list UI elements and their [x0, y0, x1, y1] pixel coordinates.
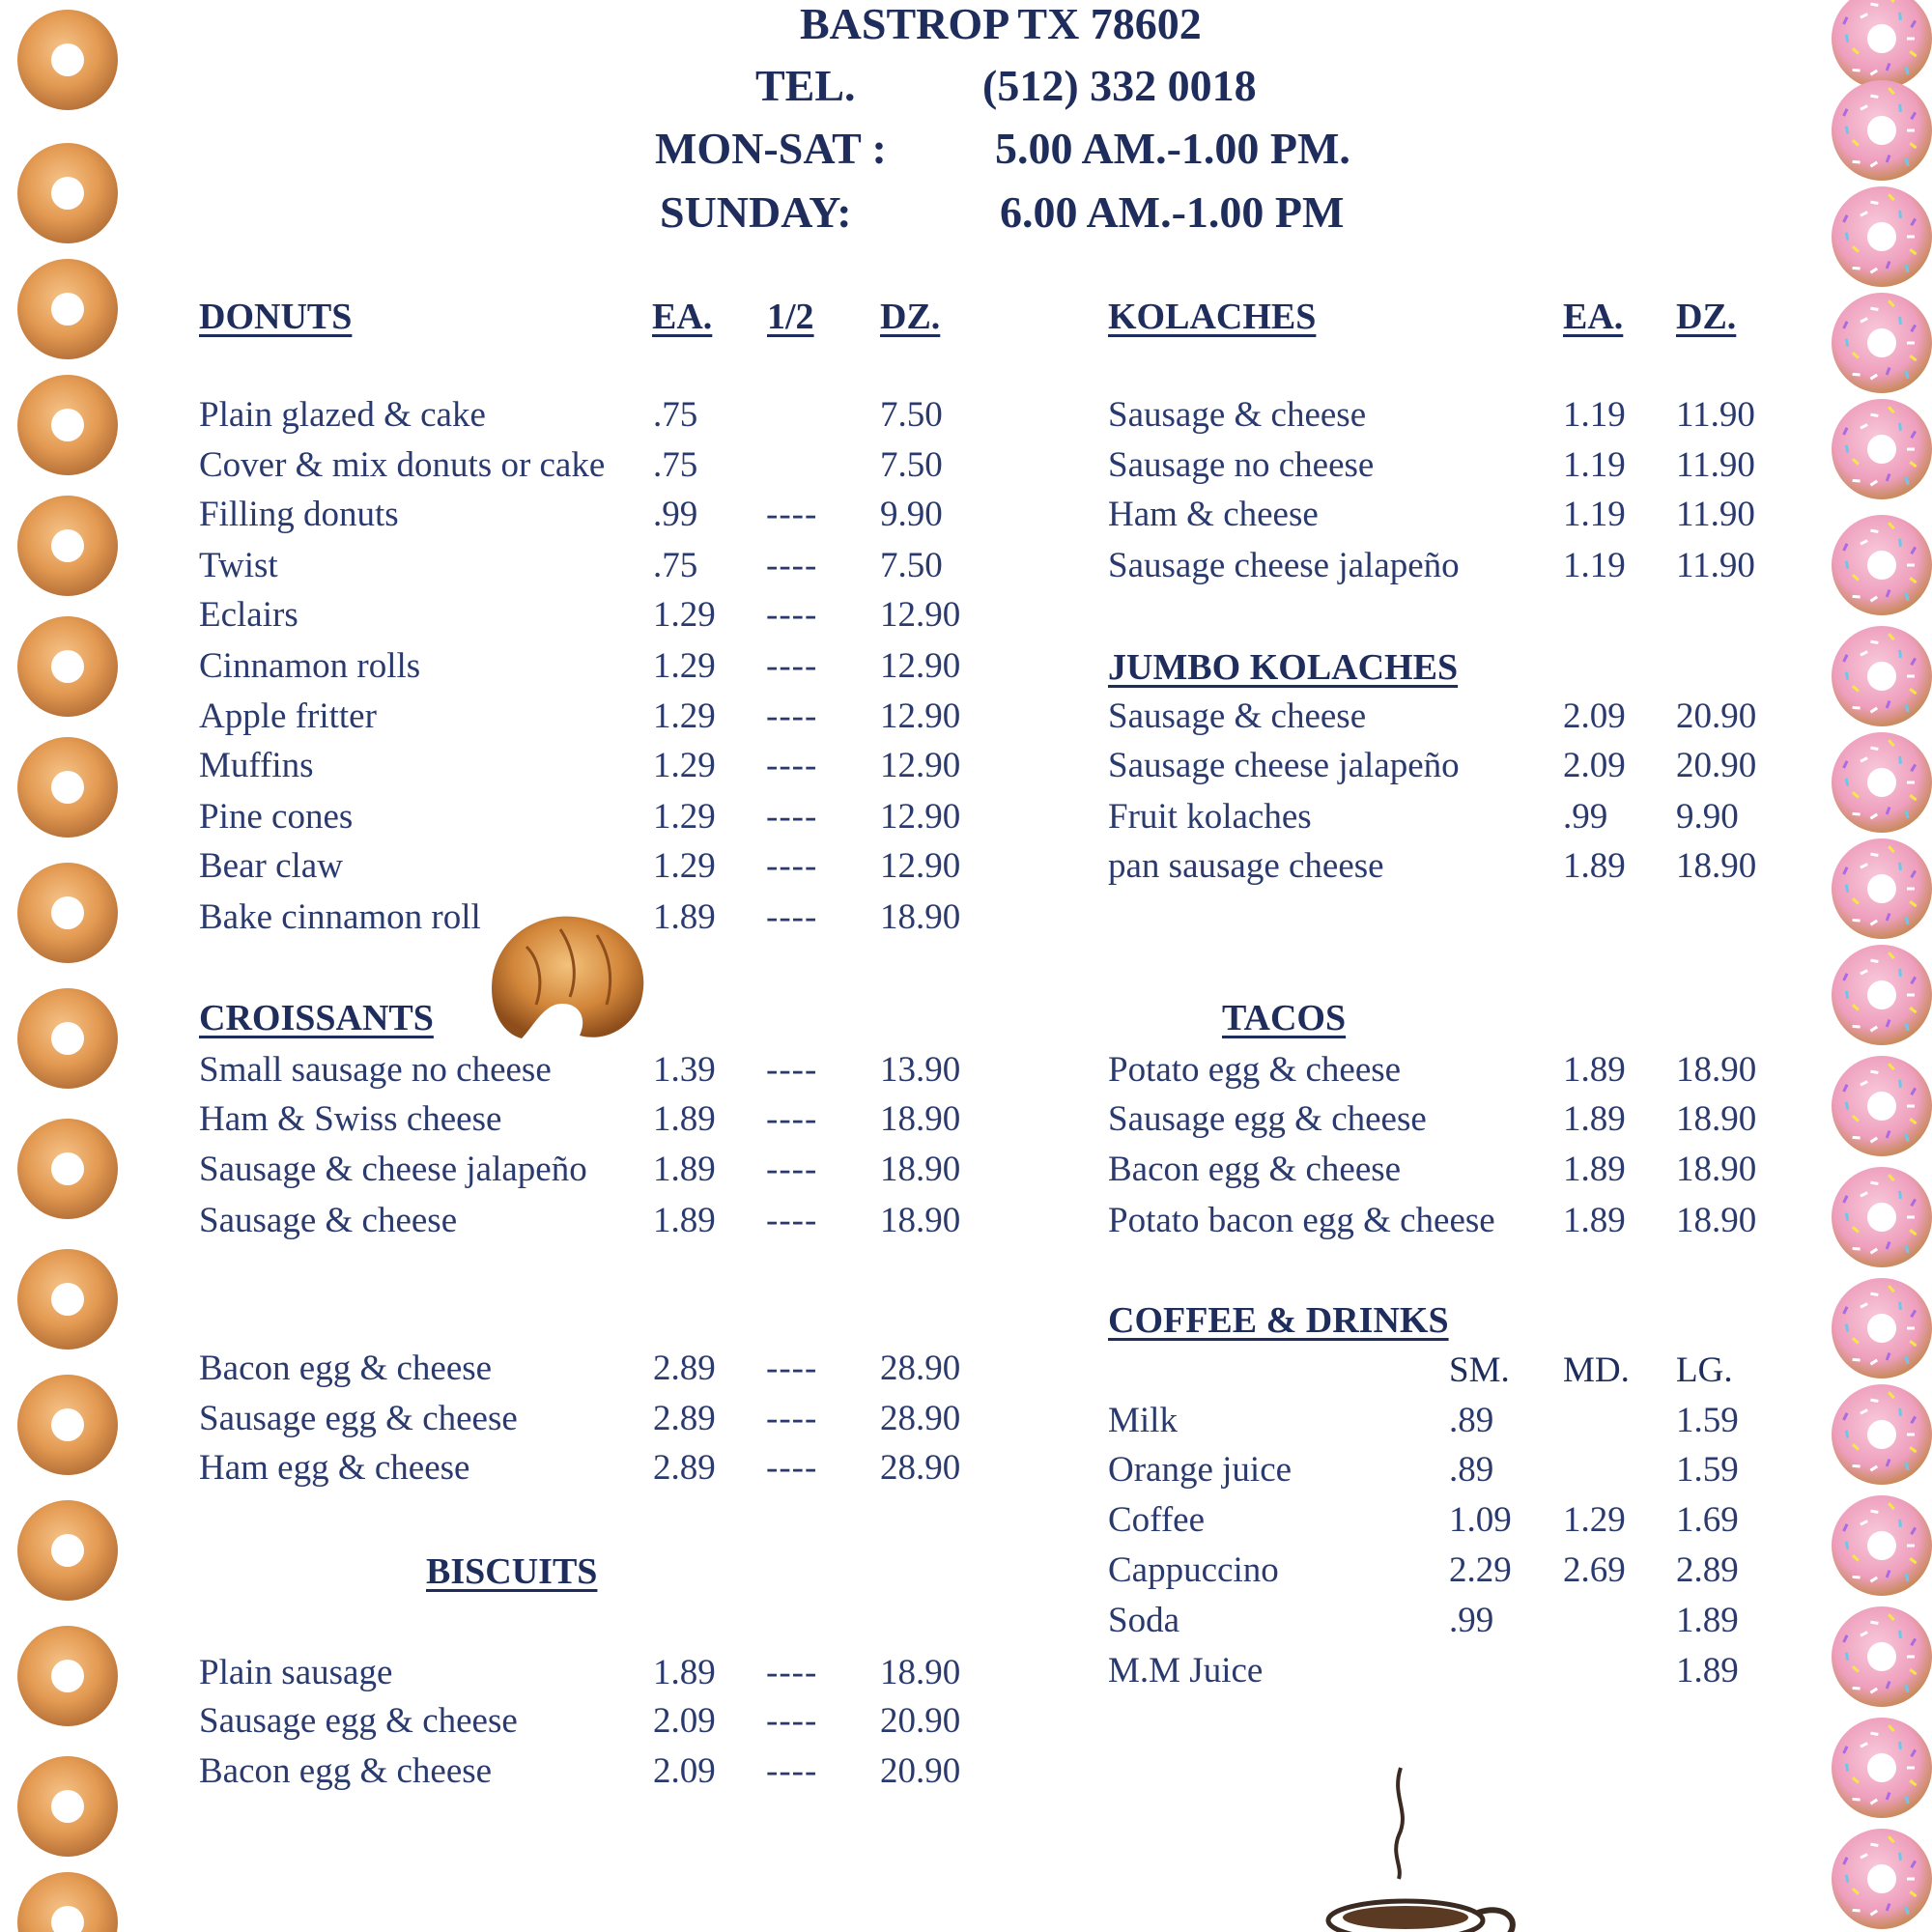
drinks-item-name: M.M Juice: [1108, 1651, 1264, 1690]
donuts-item-each-price: 1.29: [653, 746, 716, 785]
pink-donut-icon: [1832, 945, 1932, 1045]
drinks-item-small-price: .99: [1449, 1601, 1494, 1640]
croissants-egg-item-name: Bacon egg & cheese: [199, 1349, 493, 1388]
sunday-label: SUNDAY:: [660, 187, 852, 237]
kolaches-col-each: EA.: [1563, 297, 1624, 337]
donuts-item-dozen-price: 12.90: [880, 797, 961, 837]
kolaches-item-name: Sausage no cheese: [1108, 445, 1375, 485]
donuts-item-name: Cinnamon rolls: [199, 646, 421, 686]
croissants-egg-item-half-price: ----: [766, 1448, 818, 1488]
croissants-egg-item-half-price: ----: [766, 1349, 818, 1388]
drinks-col-medium: MD.: [1563, 1350, 1630, 1390]
kolaches-item-dozen-price: 11.90: [1676, 395, 1755, 435]
jumbo-kolaches-row: [0, 696, 1932, 740]
donuts-item-half-price: ----: [766, 495, 818, 534]
header-address-line: [0, 0, 1932, 56]
tacos-row: [0, 1049, 1932, 1094]
donuts-row: [0, 594, 1932, 639]
donuts-title: DONUTS: [199, 297, 353, 337]
croissants-item-each-price: 1.89: [653, 1150, 716, 1189]
kolaches-item-each-price: 1.19: [1563, 395, 1626, 435]
jumbo-kolaches-item-name: Fruit kolaches: [1108, 797, 1312, 837]
donuts-item-each-price: .75: [653, 445, 698, 485]
weekday-hours: 5.00 AM.-1.00 PM.: [995, 124, 1350, 173]
phone-label: TEL.: [755, 61, 856, 110]
biscuits-item-each-price: 2.09: [653, 1701, 716, 1741]
biscuits-item-each-price: 2.09: [653, 1751, 716, 1791]
header-phone-line: [0, 60, 1932, 118]
donuts-item-each-price: 1.29: [653, 595, 716, 635]
donuts-item-name: Filling donuts: [199, 495, 399, 534]
donuts-item-each-price: 1.89: [653, 897, 716, 937]
croissants-item-each-price: 1.89: [653, 1099, 716, 1139]
donuts-item-dozen-price: 12.90: [880, 846, 961, 886]
donuts-item-half-price: ----: [766, 897, 818, 937]
donuts-item-dozen-price: 18.90: [880, 897, 961, 937]
donuts-item-name: Cover & mix donuts or cake: [199, 445, 606, 485]
drinks-item-name: Milk: [1108, 1401, 1178, 1440]
tacos-item-each-price: 1.89: [1563, 1201, 1626, 1240]
biscuits-item-dozen-price: 18.90: [880, 1653, 961, 1692]
jumbo-kolaches-item-dozen-price: 9.90: [1676, 797, 1739, 837]
donuts-item-dozen-price: 7.50: [880, 395, 943, 435]
kolaches-item-name: Sausage cheese jalapeño: [1108, 546, 1460, 585]
jumbo-kolaches-item-name: pan sausage cheese: [1108, 846, 1384, 886]
croissants-item-dozen-price: 18.90: [880, 1099, 961, 1139]
croissants-item-name: Ham & Swiss cheese: [199, 1099, 502, 1139]
jumbo-kolaches-title: JUMBO KOLACHES: [1108, 647, 1459, 688]
drinks-item-large-price: 1.89: [1676, 1651, 1739, 1690]
drinks-item-large-price: 1.59: [1676, 1401, 1739, 1440]
tacos-item-name: Potato egg & cheese: [1108, 1050, 1402, 1090]
donuts-item-name: Eclairs: [199, 595, 298, 635]
tacos-item-dozen-price: 18.90: [1676, 1150, 1757, 1189]
croissants-item-name: Small sausage no cheese: [199, 1050, 552, 1090]
donuts-col-dozen: DZ.: [880, 297, 941, 337]
donuts-item-each-price: 1.29: [653, 797, 716, 837]
croissants-item-half-price: ----: [766, 1050, 818, 1090]
jumbo-kolaches-item-name: Sausage & cheese: [1108, 696, 1367, 736]
drinks-row: [0, 1549, 1932, 1594]
croissants-title: CROISSANTS: [199, 998, 434, 1038]
drinks-item-name: Orange juice: [1108, 1450, 1293, 1490]
biscuits-item-name: Bacon egg & cheese: [199, 1751, 493, 1791]
donuts-item-half-price: ----: [766, 696, 818, 736]
jumbo-kolaches-item-dozen-price: 20.90: [1676, 696, 1757, 736]
croissants-egg-row: [0, 1348, 1932, 1392]
jumbo-kolaches-row: [0, 796, 1932, 840]
kolaches-item-each-price: 1.19: [1563, 546, 1626, 585]
pink-donut-icon: [1832, 293, 1932, 393]
donuts-item-half-price: ----: [766, 646, 818, 686]
donuts-item-half-price: ----: [766, 746, 818, 785]
kolaches-item-each-price: 1.19: [1563, 445, 1626, 485]
drinks-row: [0, 1400, 1932, 1444]
kolaches-item-each-price: 1.19: [1563, 495, 1626, 534]
shop-address: BASTROP TX 78602: [800, 0, 1202, 48]
croissants-item-half-price: ----: [766, 1201, 818, 1240]
tacos-item-each-price: 1.89: [1563, 1050, 1626, 1090]
kolaches-row: [0, 394, 1932, 439]
donuts-item-name: Apple fritter: [199, 696, 377, 736]
ring-donut-icon: [17, 1872, 118, 1932]
phone-number: (512) 332 0018: [982, 61, 1257, 110]
donuts-item-half-price: ----: [766, 846, 818, 886]
kolaches-col-dozen: DZ.: [1676, 297, 1737, 337]
croissants-egg-item-dozen-price: 28.90: [880, 1448, 961, 1488]
croissants-egg-item-each-price: 2.89: [653, 1448, 716, 1488]
croissants-egg-item-each-price: 2.89: [653, 1399, 716, 1438]
pink-donut-icon: [1832, 1829, 1932, 1929]
biscuits-item-each-price: 1.89: [653, 1653, 716, 1692]
header-sunday-hours: [0, 186, 1932, 244]
croissants-item-each-price: 1.39: [653, 1050, 716, 1090]
donuts-item-dozen-price: 9.90: [880, 495, 943, 534]
donuts-item-name: Muffins: [199, 746, 314, 785]
drinks-row: [0, 1600, 1932, 1644]
kolaches-title: KOLACHES: [1108, 297, 1317, 337]
donuts-item-each-price: .75: [653, 395, 698, 435]
header-weekday-hours: [0, 123, 1932, 181]
jumbo-kolaches-item-each-price: 2.09: [1563, 696, 1626, 736]
drinks-row: [0, 1499, 1932, 1544]
tacos-row: [0, 1149, 1932, 1193]
croissants-egg-item-dozen-price: 28.90: [880, 1399, 961, 1438]
drinks-item-small-price: .89: [1449, 1450, 1494, 1490]
jumbo-kolaches-row: [0, 845, 1932, 890]
drinks-item-medium-price: 1.29: [1563, 1500, 1626, 1540]
croissants-egg-item-dozen-price: 28.90: [880, 1349, 961, 1388]
donuts-item-half-price: ----: [766, 595, 818, 635]
drinks-item-name: Coffee: [1108, 1500, 1205, 1540]
ring-donut-icon: [17, 259, 118, 359]
biscuits-item-half-price: ----: [766, 1701, 818, 1741]
drinks-title: COFFEE & DRINKS: [1108, 1300, 1449, 1341]
croissants-item-dozen-price: 13.90: [880, 1050, 961, 1090]
donuts-item-name: Twist: [199, 546, 278, 585]
donuts-item-each-price: .99: [653, 495, 698, 534]
tacos-item-dozen-price: 18.90: [1676, 1050, 1757, 1090]
croissant-picture: [483, 908, 652, 1053]
drinks-item-large-price: 1.69: [1676, 1500, 1739, 1540]
donuts-col-each: EA.: [652, 297, 713, 337]
jumbo-kolaches-item-dozen-price: 20.90: [1676, 746, 1757, 785]
biscuits-item-name: Sausage egg & cheese: [199, 1701, 518, 1741]
donuts-col-half: 1/2: [767, 297, 814, 337]
drinks-item-large-price: 2.89: [1676, 1550, 1739, 1590]
weekday-label: MON-SAT :: [655, 124, 887, 173]
donuts-item-dozen-price: 12.90: [880, 595, 961, 635]
ring-donut-icon: [17, 1249, 118, 1350]
donuts-item-name: Plain glazed & cake: [199, 395, 486, 435]
biscuits-item-name: Plain sausage: [199, 1653, 393, 1692]
drinks-item-name: Cappuccino: [1108, 1550, 1279, 1590]
donuts-item-half-price: ----: [766, 546, 818, 585]
croissants-egg-item-name: Sausage egg & cheese: [199, 1399, 518, 1438]
jumbo-kolaches-row: [0, 745, 1932, 789]
tacos-item-each-price: 1.89: [1563, 1099, 1626, 1139]
tacos-item-name: Potato bacon egg & cheese: [1108, 1201, 1495, 1240]
kolaches-item-name: Sausage & cheese: [1108, 395, 1367, 435]
kolaches-row: [0, 545, 1932, 589]
croissants-egg-item-name: Ham egg & cheese: [199, 1448, 470, 1488]
drinks-item-large-price: 1.89: [1676, 1601, 1739, 1640]
drinks-item-small-price: 1.09: [1449, 1500, 1512, 1540]
donuts-item-dozen-price: 12.90: [880, 746, 961, 785]
biscuits-item-half-price: ----: [766, 1653, 818, 1692]
donuts-item-each-price: 1.29: [653, 846, 716, 886]
donuts-item-dozen-price: 12.90: [880, 646, 961, 686]
drinks-col-large: LG.: [1676, 1350, 1733, 1390]
tacos-item-name: Sausage egg & cheese: [1108, 1099, 1427, 1139]
croissants-item-half-price: ----: [766, 1150, 818, 1189]
biscuits-row: [0, 1700, 1932, 1745]
croissants-item-name: Sausage & cheese jalapeño: [199, 1150, 587, 1189]
tacos-item-each-price: 1.89: [1563, 1150, 1626, 1189]
drinks-item-name: Soda: [1108, 1601, 1179, 1640]
jumbo-kolaches-item-dozen-price: 18.90: [1676, 846, 1757, 886]
biscuits-row: [0, 1750, 1932, 1795]
jumbo-kolaches-item-each-price: 1.89: [1563, 846, 1626, 886]
biscuits-item-half-price: ----: [766, 1751, 818, 1791]
croissants-egg-item-half-price: ----: [766, 1399, 818, 1438]
kolaches-row: [0, 444, 1932, 489]
donuts-item-each-price: .75: [653, 546, 698, 585]
jumbo-kolaches-item-name: Sausage cheese jalapeño: [1108, 746, 1460, 785]
drinks-row: [0, 1650, 1932, 1694]
croissants-item-dozen-price: 18.90: [880, 1201, 961, 1240]
croissants-egg-item-each-price: 2.89: [653, 1349, 716, 1388]
drinks-item-large-price: 1.59: [1676, 1450, 1739, 1490]
tacos-title: TACOS: [1222, 998, 1347, 1038]
croissants-item-dozen-price: 18.90: [880, 1150, 961, 1189]
donuts-item-dozen-price: 7.50: [880, 546, 943, 585]
donuts-item-name: Bake cinnamon roll: [199, 897, 481, 937]
kolaches-item-dozen-price: 11.90: [1676, 546, 1755, 585]
drinks-item-small-price: .89: [1449, 1401, 1494, 1440]
donuts-row: [0, 645, 1932, 690]
tacos-item-dozen-price: 18.90: [1676, 1099, 1757, 1139]
donuts-row: [0, 896, 1932, 941]
tacos-row: [0, 1200, 1932, 1244]
donuts-item-name: Pine cones: [199, 797, 354, 837]
donuts-item-half-price: ----: [766, 797, 818, 837]
donuts-item-dozen-price: 12.90: [880, 696, 961, 736]
tacos-row: [0, 1098, 1932, 1143]
tacos-item-dozen-price: 18.90: [1676, 1201, 1757, 1240]
coffee-cup-picture: [1314, 1758, 1546, 1932]
jumbo-kolaches-item-each-price: .99: [1563, 797, 1608, 837]
donuts-item-each-price: 1.29: [653, 696, 716, 736]
kolaches-item-name: Ham & cheese: [1108, 495, 1319, 534]
biscuits-item-dozen-price: 20.90: [880, 1701, 961, 1741]
donuts-item-name: Bear claw: [199, 846, 343, 886]
jumbo-kolaches-item-each-price: 2.09: [1563, 746, 1626, 785]
kolaches-item-dozen-price: 11.90: [1676, 495, 1755, 534]
tacos-item-name: Bacon egg & cheese: [1108, 1150, 1402, 1189]
croissants-item-name: Sausage & cheese: [199, 1201, 458, 1240]
biscuits-title: BISCUITS: [426, 1551, 598, 1592]
drinks-row: [0, 1449, 1932, 1493]
croissants-item-each-price: 1.89: [653, 1201, 716, 1240]
donuts-item-dozen-price: 7.50: [880, 445, 943, 485]
drinks-item-small-price: 2.29: [1449, 1550, 1512, 1590]
croissants-item-half-price: ----: [766, 1099, 818, 1139]
drinks-item-medium-price: 2.69: [1563, 1550, 1626, 1590]
kolaches-item-dozen-price: 11.90: [1676, 445, 1755, 485]
sunday-hours: 6.00 AM.-1.00 PM: [1000, 187, 1345, 237]
drinks-col-small: SM.: [1449, 1350, 1510, 1390]
biscuits-item-dozen-price: 20.90: [880, 1751, 961, 1791]
kolaches-row: [0, 494, 1932, 538]
donuts-item-each-price: 1.29: [653, 646, 716, 686]
